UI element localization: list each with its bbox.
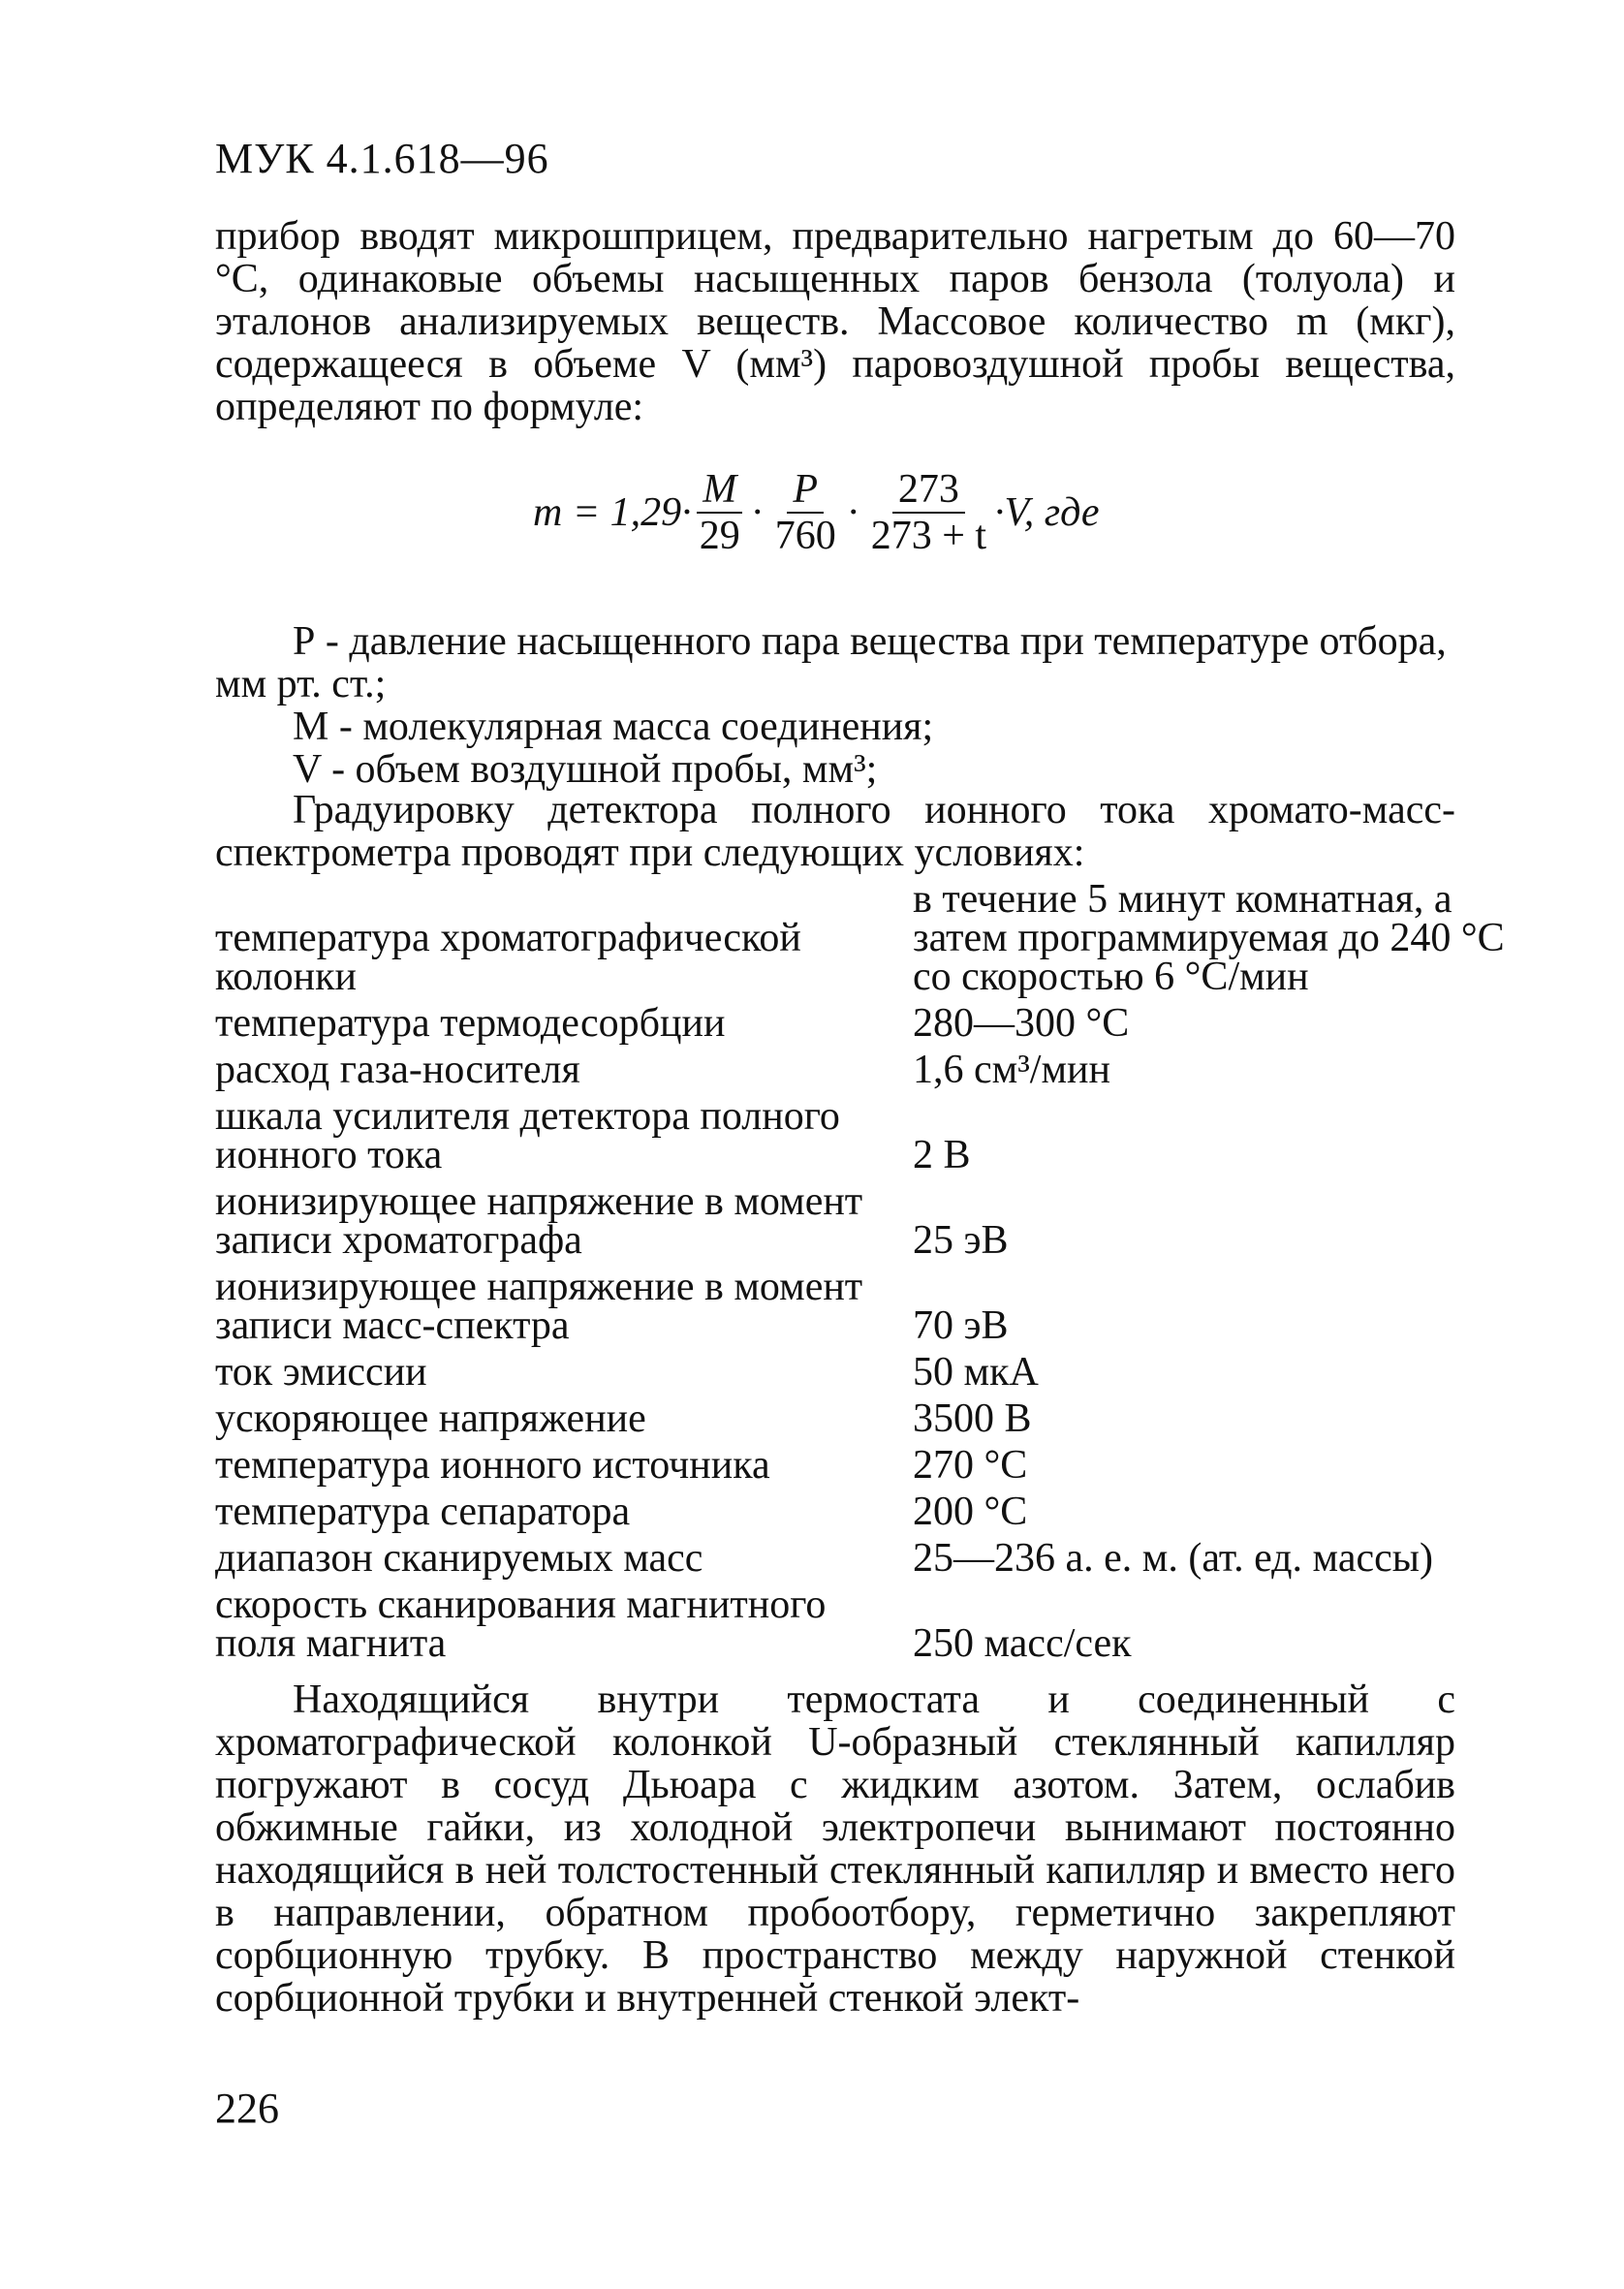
condition-label: ток эмиссии xyxy=(215,1350,427,1395)
condition-label: температура хроматографической колонки xyxy=(215,916,801,999)
condition-value: 70 эВ xyxy=(913,1303,1009,1348)
table-row xyxy=(215,1485,1533,1531)
condition-label: шкала усилителя детектора полного ионного тока xyxy=(215,1094,840,1177)
document-header: МУК 4.1.618—96 xyxy=(215,135,549,182)
paragraph-calibration: Градуировку детектора полного ионного тока хромато-масс-спектрометра проводят при следующих условиях: xyxy=(215,788,1455,875)
fraction-p-760 xyxy=(769,467,842,558)
table-row xyxy=(215,996,1533,1043)
condition-value: 25 эВ xyxy=(913,1218,1009,1263)
condition-value: 1,6 см³/мин xyxy=(913,1048,1111,1092)
table-row xyxy=(215,1438,1533,1485)
table-row xyxy=(215,1175,1533,1260)
fraction-numerator: 273 xyxy=(892,467,965,514)
definition-v: V - объем воздушной пробы, мм³; xyxy=(293,747,878,792)
paragraph-intro: прибор вводят микрошприцем, предварительно нагретым до 60—70 °С, одинаковые объемы насыщенных паров бензола (толуола) и эталонов анализируемых веществ. Массовое количество m (мкг), содержащееся в объеме V (мм³) паровоздушной пробы вещества, определяют по формуле: xyxy=(215,214,1455,429)
table-row xyxy=(215,1578,1533,1663)
condition-label: ионизирующее напряжение в момент записи масс-спектра xyxy=(215,1265,863,1348)
condition-value: 270 °С xyxy=(913,1443,1028,1488)
condition-value: 2 В xyxy=(913,1133,971,1177)
condition-label: температура термодесорбции xyxy=(215,1001,726,1046)
table-row xyxy=(215,1260,1533,1345)
condition-value: 25—236 а. е. м. (ат. ед. массы) xyxy=(913,1536,1433,1581)
table-row xyxy=(215,1089,1533,1175)
table-row xyxy=(215,1345,1533,1392)
table-row xyxy=(215,1392,1533,1438)
definition-p: Р - давление насыщенного пара вещества при температуре отбора, мм рт. ст.; xyxy=(215,619,1447,706)
condition-label: температура ионного источника xyxy=(215,1443,770,1488)
definition-m: М - молекулярная масса соединения; xyxy=(293,705,934,749)
condition-label: ионизирующее напряжение в момент записи хроматографа xyxy=(215,1179,863,1263)
page-number: 226 xyxy=(215,2085,279,2132)
fraction-m-29 xyxy=(694,467,746,558)
condition-label: температура сепаратора xyxy=(215,1489,631,1534)
condition-value: 280—300 °С xyxy=(913,1001,1130,1046)
formula-tail: ·V, где xyxy=(994,490,1100,535)
fraction-numerator: P xyxy=(787,467,824,514)
fraction-273-over-273-t xyxy=(865,467,992,558)
paragraph-procedure: Находящийся внутри термостата и соединенный с хроматографической колонкой U-образный стеклянный капилляр погружают в сосуд Дьюара с жидким азотом. Затем, ослабив обжимные гайки, из холодной электропечи вынимают постоянно находящийся в ней толстостенный стеклянный капилляр и вместо него в направлении, обратном пробоотбору, герметично закрепляют сорбционную трубку. В пространство между наружной стенкой сорбционной трубки и внутренней стенкой элект- xyxy=(215,1678,1455,2021)
fraction-denominator: 760 xyxy=(774,514,836,558)
condition-label: скорость сканирования магнитного поля магнита xyxy=(215,1583,827,1666)
condition-value: 200 °С xyxy=(913,1489,1028,1534)
table-row xyxy=(215,1043,1533,1089)
table-row xyxy=(215,1531,1533,1578)
mass-formula: m = 1,29· $\frac{M}{29}$ · $\frac{P}{760}$ · $\frac{273}{273 + t}$ ·V, где xyxy=(533,467,1100,558)
definitions-list xyxy=(215,620,1455,791)
condition-label: ускоряющее напряжение xyxy=(215,1396,646,1441)
formula-lhs: m = 1,29· xyxy=(533,490,692,535)
condition-value: 250 масс/сек xyxy=(913,1621,1132,1666)
fraction-denominator: 273 + t xyxy=(870,514,987,558)
condition-label: расход газа-носителя xyxy=(215,1048,580,1092)
condition-value: 50 мкА xyxy=(913,1350,1039,1395)
condition-label: диапазон сканируемых масс xyxy=(215,1536,703,1581)
condition-value: в течение 5 минут комнатная, а затем программируемая до 240 °С со скоростью 6 °С/мин xyxy=(913,877,1505,999)
conditions-table xyxy=(215,877,1533,1666)
table-row xyxy=(215,880,1533,996)
fraction-denominator: 29 xyxy=(699,514,740,558)
condition-value: 3500 В xyxy=(913,1396,1032,1441)
fraction-numerator: M xyxy=(697,467,742,514)
